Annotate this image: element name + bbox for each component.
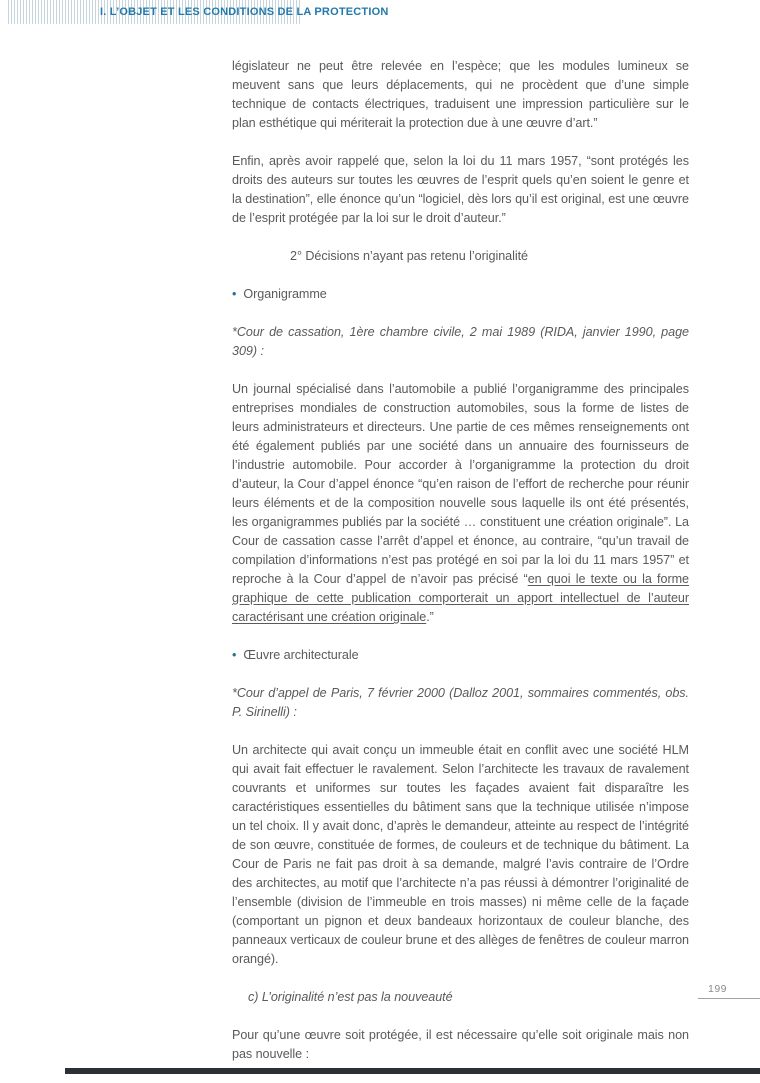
page-number-block	[698, 983, 760, 999]
paragraph	[232, 741, 689, 969]
paragraph	[232, 1026, 689, 1064]
text-segment: c) L’originalité n’est pas la nouveauté	[248, 990, 453, 1004]
page-number: 199	[708, 983, 728, 995]
text-segment: Organigramme	[243, 287, 327, 301]
section-header-title: I. L’OBJET ET LES CONDITIONS DE LA PROTECTION	[100, 6, 389, 18]
text-segment: Pour qu’une œuvre soit protégée, il est nécessaire qu’elle soit originale mais non pas nouvelle :	[232, 1028, 689, 1061]
text-segment: .”	[426, 610, 434, 624]
bullet-icon: •	[232, 287, 237, 301]
header-stripe-band	[8, 0, 389, 24]
paragraph	[232, 152, 689, 228]
underlined-text: en quoi le texte ou la forme graphique de cette publication comporterait un apport intellectuel de l’auteur caractérisant une création originale	[232, 572, 689, 624]
text-segment: Un journal spécialisé dans l’automobile a publié l’organigramme des principales entreprises mondiales de construction automobiles, sous la forme de listes de leurs administrateurs et directeurs. Une partie de ces mêmes renseignements ont été également publiés par une société dans un annuaire des fournisseurs de l’industrie automobile. Pour accorder à l’organigramme la protection du droit d’auteur, la Cour d’appel énonce “qu’en raison de l’effort de recherche pour réunir leurs éléments et de la composition nouvelle sous laquelle ils ont été présentés, les organigrammes publiés par la société … constituent une création originale”. La Cour de cassation casse l’arrêt d’appel et énonce, au contraire, “qu’un travail de compilation d’informations n’est pas protégé en soi par la loi du 11 mars 1957” et reproche à la Cour d’appel de n’avoir pas précisé “	[232, 382, 689, 586]
body-text-column	[232, 57, 689, 1083]
paragraph	[232, 380, 689, 627]
text-segment: 2° Décisions n’ayant pas retenu l’originalité	[290, 249, 529, 263]
sub-heading	[232, 988, 689, 1007]
text-segment: Enfin, après avoir rappelé que, selon la loi du 11 mars 1957, “sont protégés les droits des auteurs sur toutes les œuvres de l’esprit quels qu’en soient le genre et la destination”, elle énonce qu’un “logiciel, dès lors qu’il est original, est une œuvre de l’esprit protégée par la loi sur le droit d’auteur.”	[232, 154, 689, 225]
paragraph	[232, 57, 689, 133]
text-segment: *Cour d’appel de Paris, 7 février 2000 (Dalloz 2001, sommaires commentés, obs. P. Sirinelli) :	[232, 686, 689, 719]
text-segment: législateur ne peut être relevée en l’espèce; que les modules lumineux se meuvent sans que leurs déplacements, qui ne procèdent que d’une simple technique de contacts électriques, traduisent une impression particulière sur le plan esthétique qui mériterait la protection due à une œuvre d’art.”	[232, 59, 689, 130]
bullet-icon: •	[232, 648, 237, 662]
page-number-rule	[698, 998, 760, 999]
bullet-item	[232, 646, 689, 665]
text-segment: Œuvre architecturale	[243, 648, 359, 662]
case-citation	[232, 323, 689, 361]
bullet-item	[232, 285, 689, 304]
numbered-heading	[232, 247, 689, 266]
footer-bar	[65, 1068, 760, 1074]
case-citation	[232, 684, 689, 722]
text-segment: Un architecte qui avait conçu un immeuble était en conflit avec une société HLM qui avait fait effectuer le ravalement. Selon l’architecte les travaux de ravalement couvrants et uniformes sur toutes les façades avaient fait disparaître les caractéristiques essentielles du bâtiment sans que la technique utilisée n’impose un tel choix. Il y avait donc, d’après le demandeur, atteinte au respect de l’intégrité de son œuvre, constituée de formes, de couleurs et de technique du bâtiment. La Cour de Paris ne fait pas droit à sa demande, malgré l’avis contraire de l’Ordre des architectes, au motif que l’architecte n’a pas réussi à démontrer l’originalité de l’ensemble (division de l’immeuble en trois masses) ni même celle de la façade (comportant un pignon et deux bandeaux horizontaux de couleur blanche, des panneaux verticaux de couleur brune et des allèges de fenêtres de couleur marron orangé).	[232, 743, 689, 966]
text-segment: *Cour de cassation, 1ère chambre civile, 2 mai 1989 (RIDA, janvier 1990, page 309) :	[232, 325, 689, 358]
